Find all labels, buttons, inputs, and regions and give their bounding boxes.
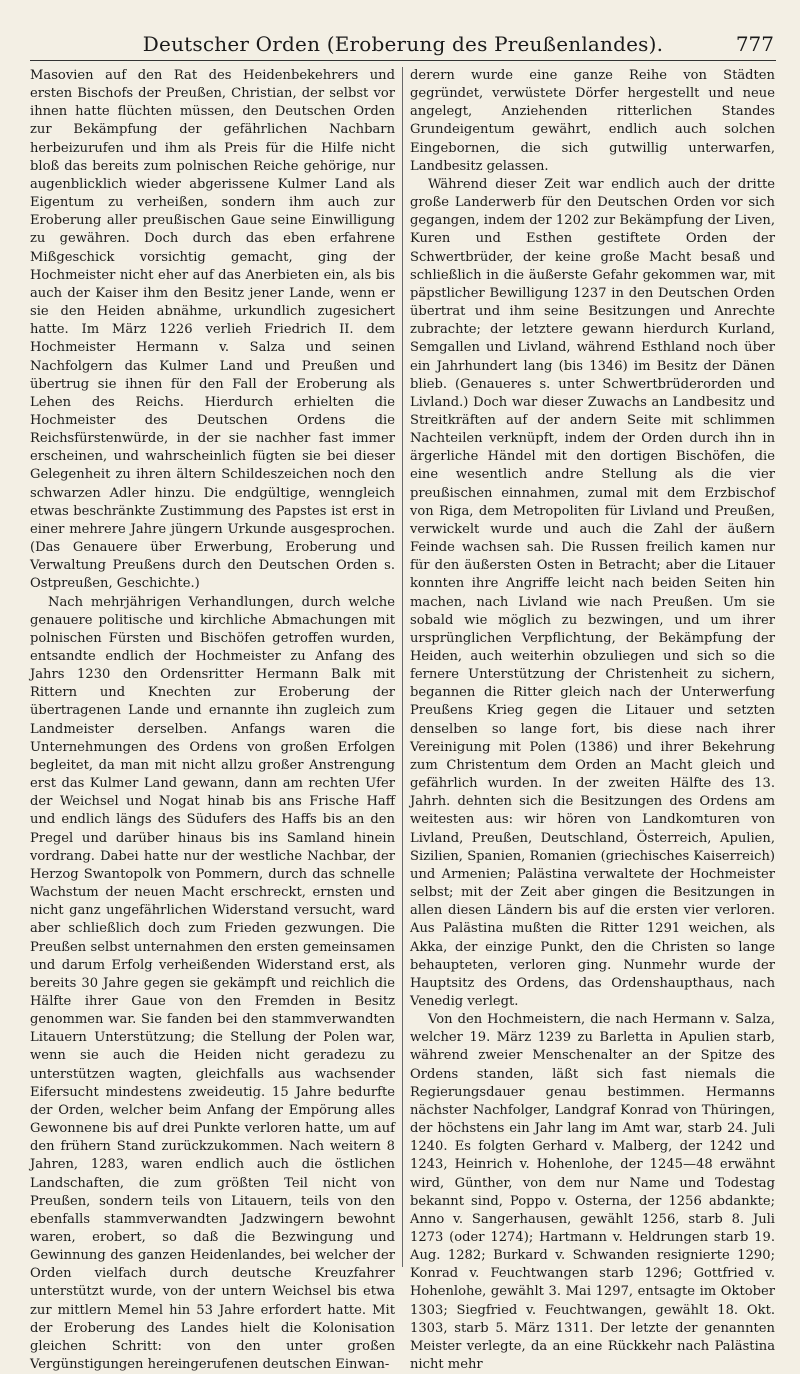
page-number: 777 bbox=[735, 32, 774, 56]
running-title: Deutscher Orden (Eroberung des Preußenlandes). bbox=[142, 32, 664, 56]
column-divider bbox=[402, 67, 403, 1267]
text-columns bbox=[30, 67, 776, 1373]
right-paragraph-1: derern wurde eine ganze Reihe von Städten gegründet, verwüstete Dörfer hergestellt und neue angelegt, Anziehenden ritterlichen Standes Grundeigentum gewährt, endlich auch solchen Eingebornen, die sich gutwillig unterwarfen, Landbesitz gelassen. bbox=[410, 68, 775, 174]
right-column bbox=[410, 67, 775, 1373]
left-paragraph-2: Nach mehrjährigen Verhandlungen, durch welche genauere politische und kirchliche Abmachungen mit polnischen Fürsten und Bischöfen getroffen wurden, entsandte endlich der Hochmeister zu Anfang des Jahrs 1230 den Ordensritter Hermann Balk mit Rittern und Knechten zur Eroberung der übertragenen Lande und ernannte ihn zugleich zum Landmeister derselben. Anfangs waren die Unternehmungen des Ordens von großen Erfolgen begleitet, da man mit nicht allzu großer Anstrengung erst das Kulmer Land gewann, dann am rechten Ufer der Weichsel und Nogat hinab bis ans Frische Haff und endlich längs des Südufers des Haffs bis an den Pregel und darüber hinaus bis ins Samland hinein vordrang. Dabei hatte nur der westliche Nachbar, der Herzog Swantopolk von Pommern, durch das schnelle Wachstum der neuen Macht erschreckt, ernsten und nicht ganz ungefährlichen Widerstand versucht, ward aber schließlich doch zum Frieden gezwungen. Die Preußen selbst unternahmen den ersten gemeinsamen und darum Erfolg verheißenden Widerstand erst, als bereits 30 Jahre gegen sie gekämpft und reichlich die Hälfte ihrer Gaue von den Fremden in Besitz genommen war. Sie fanden bei den stammverwandten Litauern Unterstützung; die Stellung der Polen war, wenn sie auch die Heiden nicht geradezu zu unterstützen wagten, gleichfalls aus wachsender Eifersucht mindestens zweideutig. 15 Jahre bedurfte der Orden, welcher beim Anfang der Empörung alles Gewonnene bis auf drei Punkte verloren hatte, um auf den frühern Stand zurückzukommen. Nach weitern 8 Jahren, 1283, waren endlich auch die östlichen Landschaften, die zum größten Teil nicht von Preußen, sondern teils von Litauern, teils von den ebenfalls stammverwandten Jadzwingern bewohnt waren, erobert, so daß die Bezwingung und Gewinnung des ganzen Heidenlandes, bei welcher der Orden vielfach durch deutsche Kreuzfahrer unterstützt wurde, von der untern Weichsel bis etwa zur mittlern Memel hin 53 Jahre erfordert hatte. Mit der Eroberung des Landes hielt die Kolonisation gleichen Schritt: von den unter großen Vergünstigungen hereingerufenen deutschen Einwan- bbox=[30, 594, 395, 1373]
right-paragraph-3: Von den Hochmeistern, die nach Hermann v. Salza, welcher 19. März 1239 zu Barletta in Apulien starb, während zweier Menschenalter an der Spitze des Ordens standen, läßt sich fast niemals die Regierungsdauer genau bestimmen. Hermanns nächster Nachfolger, Landgraf Konrad von Thüringen, der höchstens ein Jahr lang im Amt war, starb 24. Juli 1240. Es folgten Gerhard v. Malberg, der 1242 und 1243, Heinrich v. Hohenlohe, der 1245—48 erwähnt wird, Günther, von dem nur Name und Todestag bekannt sind, Poppo v. Osterna, der 1256 abdankte; Anno v. Sangerhausen, gewählt 1256, starb 8. Juli 1273 (oder 1274); Hartmann v. Heldrungen starb 19. Aug. 1282; Burkard v. Schwanden resignierte 1290; Konrad v. Feuchtwangen starb 1296; Gottfried v. Hohenlohe, gewählt 3. Mai 1297, entsagte im Oktober 1303; Siegfried v. Feuchtwangen, gewählt 18. Okt. 1303, starb 5. März 1311. Der letzte der genannten Meister verlegte, da an eine Rückkehr nach Palästina nicht mehr bbox=[410, 1012, 775, 1373]
left-column bbox=[30, 67, 395, 1373]
right-paragraph-2: Während dieser Zeit war endlich auch der dritte große Landerwerb für den Deutschen Orden vor sich gegangen, indem der 1202 zur Bekämpfung der Liven, Kuren und Esthen gestiftete Orden der Schwertbrüder, der keine große Macht besaß und schließlich in die äußerste Gefahr gekommen war, mit päpstlicher Bewilligung 1237 in den Deutschen Orden übertrat und ihm seine Besitzungen und Anrechte zubrachte; der letztere gewann hierdurch Kurland, Semgallen und Livland, während Esthland noch über ein Jahrhundert lang (bis 1346) im Besitz der Dänen blieb. (Genaueres s. unter Schwertbrüderorden und Livland.) Doch war dieser Zuwachs an Landbesitz und Streitkräften auf der andern Seite mit schlimmen Nachteilen verknüpft, indem der Orden durch ihn in ärgerliche Händel mit den dortigen Bischöfen, die eine wesentlich andre Stellung als die vier preußischen einnahmen, zumal mit dem Erzbischof von Riga, dem Metropoliten für Livland und Preußen, verwickelt wurde und auch die Zahl der äußern Feinde wachsen sah. Die Russen freilich kamen nur für den äußersten Osten in Betracht; aber die Litauer konnten ihre Angriffe leicht nach beiden Seiten hin machen, nach Livland wie nach Preußen. Um sie sobald wie möglich zu bezwingen, und um ihrer ursprünglichen Verpflichtung, der Bekämpfung der Heiden, auch weiterhin obzuliegen und sich so die fernere Unterstützung der Christenheit zu sichern, begannen die Ritter gleich nach der Unterwerfung Preußens Krieg gegen die Litauer und setzten denselben so lange fort, bis diese nach ihrer Vereinigung mit Polen (1386) und ihrer Bekehrung zum Christentum dem Orden an Macht gleich und gefährlich wurden. In der zweiten Hälfte des 13. Jahrh. dehnten sich die Besitzungen des Ordens am weitesten aus: wir hören von Landkomturen von Livland, Preußen, Deutschland, Österreich, Apulien, Sizilien, Spanien, Romanien (griechisches Kaiserreich) und Armenien; Palästina verwaltete der Hochmeister selbst; mit der Zeit aber gingen die Besitzungen in allen diesen Ländern bis auf die ersten vier verloren. Aus Palästina mußten die Ritter 1291 weichen, als Akka, der einzige Punkt, den die Christen so lange behaupteten, verloren ging. Nunmehr wurde der Hauptsitz des Ordens, das Ordenshaupthaus, nach Venedig verlegt. bbox=[410, 176, 775, 1009]
left-paragraph-1: Masovien auf den Rat des Heidenbekehrers und ersten Bischofs der Preußen, Christian, der selbst vor ihnen hatte flüchten müssen, den Deutschen Orden zur Bekämpfung der gefährlichen Nachbarn herbeizurufen und ihm als Preis für die Hilfe nicht bloß das bereits zum polnischen Reiche gehörige, nur augenblicklich wieder abgerissene Kulmer Land als Eigentum zu verheißen, sondern ihm auch zur Eroberung aller preußischen Gaue seine Einwilligung zu gewähren. Doch durch das eben erfahrene Mißgeschick vorsichtig gemacht, ging der Hochmeister nicht eher auf das Anerbieten ein, als bis auch der Kaiser ihm den Besitz jener Lande, wenn er sie den Heiden abnähme, urkundlich zugesichert hatte. Im März 1226 verlieh Friedrich II. dem Hochmeister Hermann v. Salza und seinen Nachfolgern das Kulmer Land und Preußen und übertrug sie ihnen für den Fall der Eroberung als Lehen des Reichs. Hierdurch erhielten die Hochmeister des Deutschen Ordens die Reichsfürstenwürde, in der sie nachher fast immer erscheinen, und wahrscheinlich fügten sie bei dieser Gelegenheit zu ihren ältern Schildeszeichen noch den schwarzen Adler hinzu. Die endgültige, wenngleich etwas beschränkte Zustimmung des Papstes ist erst in einer mehrere Jahre jüngern Urkunde ausgesprochen. (Das Genauere über Erwerbung, Eroberung und Verwaltung Preußens durch den Deutschen Orden s. Ostpreußen, Geschichte.) bbox=[30, 68, 395, 592]
page-header bbox=[30, 26, 776, 61]
